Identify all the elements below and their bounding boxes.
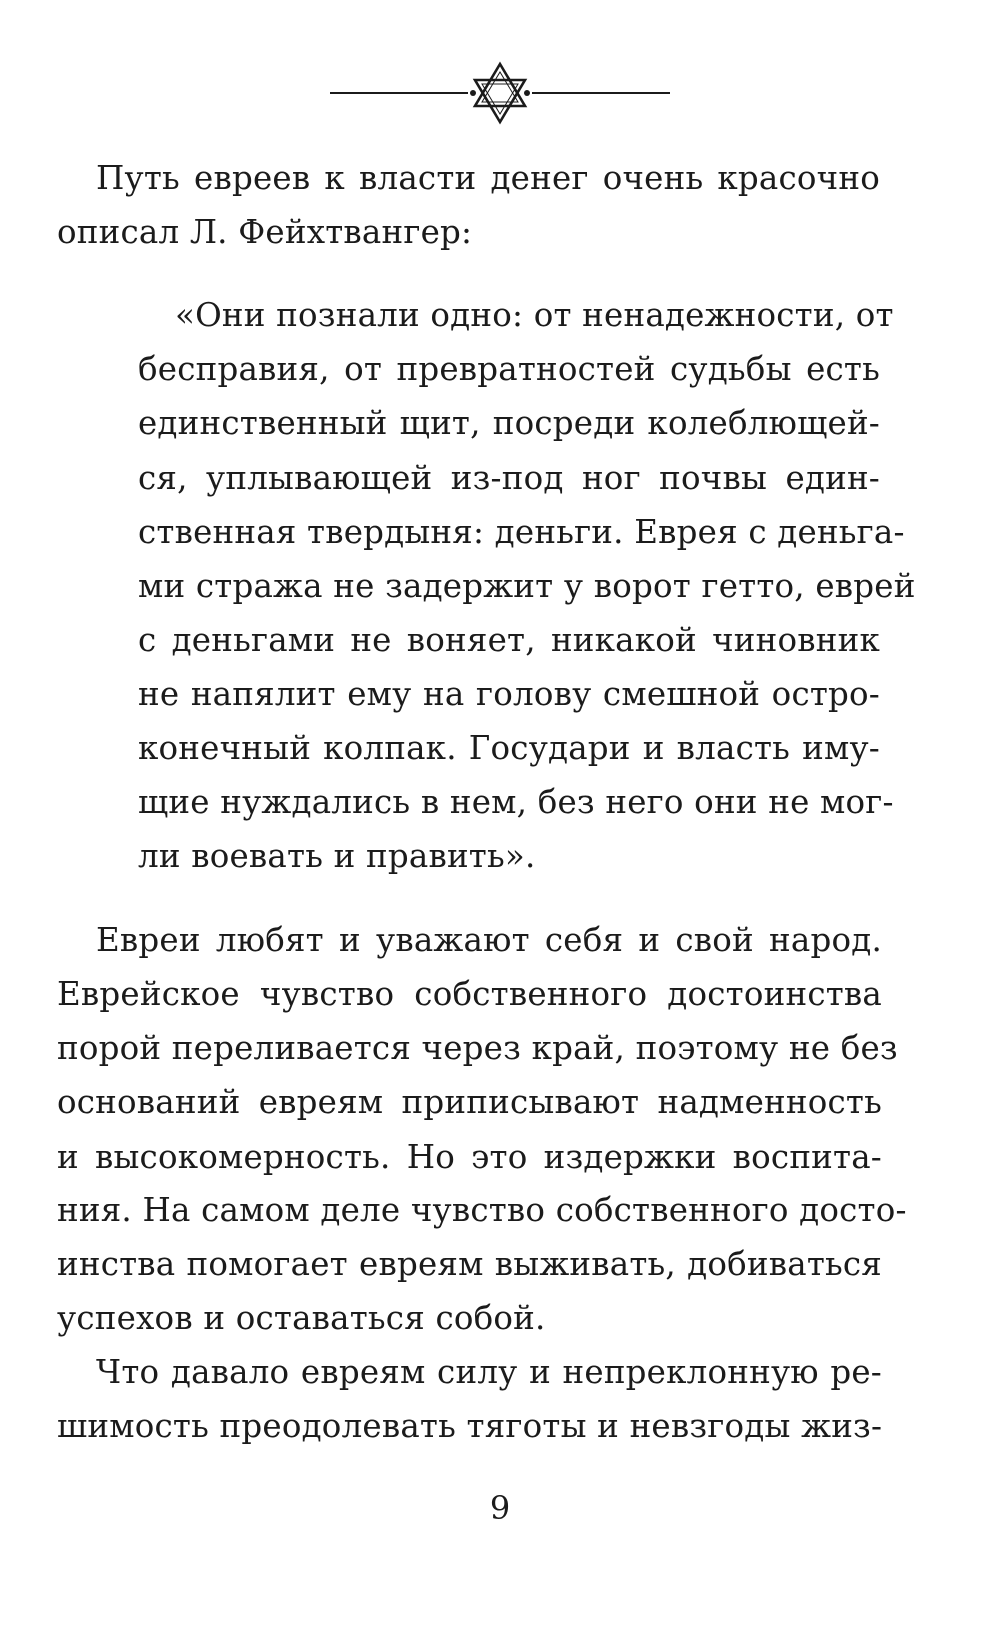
text-line: Евреи любят и уважают себя и свой народ.	[96, 921, 882, 959]
quote-line: ли воевать и править».	[138, 837, 536, 875]
text-line: инства помогает евреям выживать, добиваться	[57, 1245, 882, 1283]
text-line: шимость преодолевать тяготы и невзгоды жиз-	[57, 1407, 883, 1445]
quote-line: ственная твердыня: деньги. Еврея с деньга-	[138, 513, 905, 551]
quote-line: не напялит ему на голову смешной остро-	[138, 675, 880, 713]
quote-line: ми стража не задержит у ворот гетто, еврей	[138, 567, 916, 605]
star-of-david-icon	[330, 58, 670, 128]
quote-line: ся, уплывающей из-под ног почвы един-	[138, 459, 880, 497]
page-number: 9	[489, 1489, 511, 1527]
text-line: и высокомерность. Но это издержки воспита-	[57, 1138, 882, 1176]
quote-line: конечный колпак. Государи и власть иму-	[138, 729, 880, 767]
text-line: успехов и оставаться собой.	[57, 1299, 546, 1337]
text-line: оснований евреям приписывают надменность	[57, 1083, 882, 1121]
text-line: описал Л. Фейхтвангер:	[57, 213, 473, 251]
quote-line: бесправия, от превратностей судьбы есть	[138, 350, 880, 388]
text-line: ния. На самом деле чувство собственного досто-	[57, 1191, 907, 1229]
header-ornament	[0, 58, 1000, 128]
quote-line: с деньгами не воняет, никакой чиновник	[138, 621, 880, 659]
quote-line: щие нуждались в нем, без него они не мог-	[138, 783, 894, 821]
text-line: Путь евреев к власти денег очень красочно	[96, 159, 880, 197]
text-line: порой переливается через край, поэтому не без	[57, 1029, 898, 1067]
quote-line: единственный щит, посреди колеблющей-	[138, 404, 880, 442]
text-line: Что давало евреям силу и непреклонную ре-	[96, 1353, 882, 1391]
text-line: Еврейское чувство собственного достоинства	[57, 975, 882, 1013]
quote-line: «Они познали одно: от ненадежности, от	[175, 296, 894, 334]
